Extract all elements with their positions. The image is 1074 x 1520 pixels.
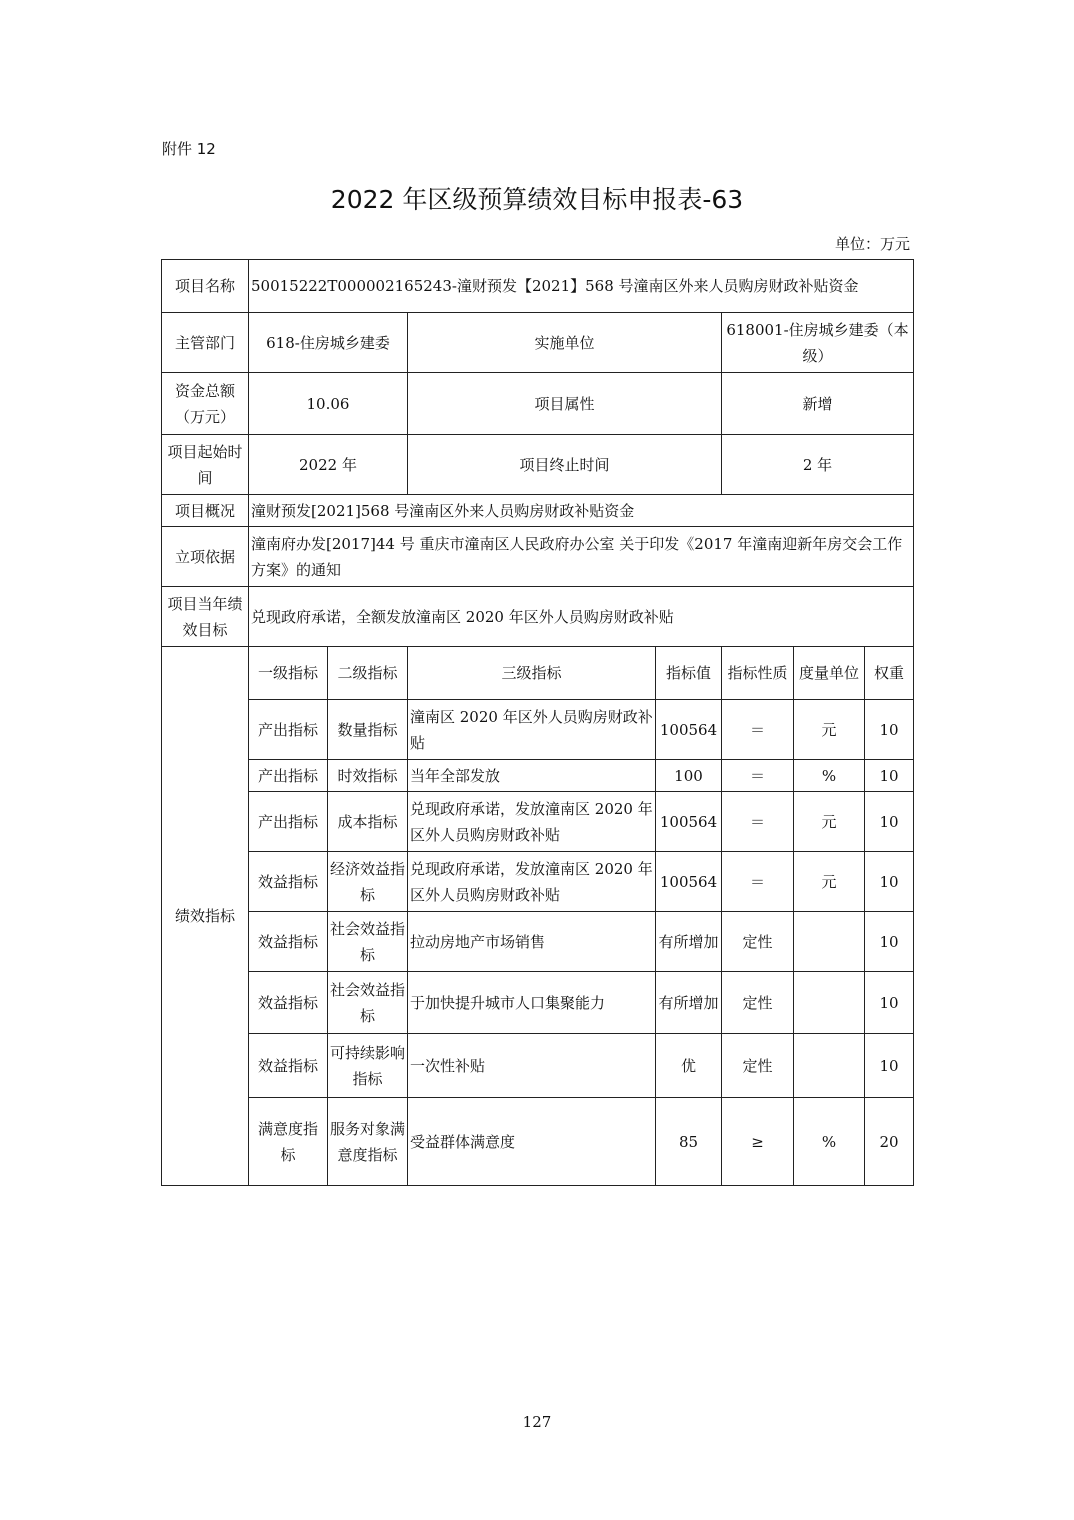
l1-cell: 产出指标 [249,700,328,760]
value-cell: 有所增加 [656,912,722,972]
table-row [162,1034,914,1098]
start-value: 2022 年 [249,435,408,495]
weight-cell: 20 [865,1098,914,1186]
l1-cell: 产出指标 [249,792,328,852]
weight-cell: 10 [865,1034,914,1098]
l2-cell: 社会效益指标 [328,972,408,1034]
value-cell: 100564 [656,700,722,760]
unit-cell [794,972,865,1034]
header-cell: 指标性质 [722,647,794,700]
impl-value: 618001-住房城乡建委（本级） [722,313,914,373]
value-cell: 100564 [656,792,722,852]
l2-cell: 数量指标 [328,700,408,760]
nature-cell: ＝ [722,700,794,760]
weight-cell: 10 [865,912,914,972]
budget-table [161,259,914,1186]
project-name-label: 项目名称 [162,260,249,313]
l3-cell: 拉动房地产市场销售 [408,912,656,972]
basis-label: 立项依据 [162,527,249,587]
value-cell: 100 [656,760,722,792]
end-label: 项目终止时间 [408,435,722,495]
weight-cell: 10 [865,760,914,792]
basis-value: 潼南府办发[2017]44 号 重庆市潼南区人民政府办公室 关于印发《2017 年潼南迎新年房交会工作方案》的通知 [249,527,914,587]
l2-cell: 服务对象满意度指标 [328,1098,408,1186]
l2-cell: 社会效益指标 [328,912,408,972]
nature-cell: 定性 [722,972,794,1034]
perf-label: 绩效指标 [162,647,249,1186]
weight-cell: 10 [865,972,914,1034]
value-cell: 100564 [656,852,722,912]
l3-cell: 兑现政府承诺，发放潼南区 2020 年区外人员购房财政补贴 [408,852,656,912]
value-cell: 85 [656,1098,722,1186]
l1-cell: 效益指标 [249,1034,328,1098]
fund-label: 资金总额（万元） [162,373,249,435]
table-row [162,912,914,972]
table-row [162,792,914,852]
project-name-value: 50015222T000002165243-潼财预发【2021】568 号潼南区外来人员购房财政补贴资金 [249,260,914,313]
nature-cell: ＝ [722,792,794,852]
value-cell: 有所增加 [656,972,722,1034]
table-row [162,852,914,912]
page-title: 2022 年区级预算绩效目标申报表-63 [330,185,744,214]
l1-cell: 效益指标 [249,852,328,912]
unit-cell: 元 [794,852,865,912]
goal-value: 兑现政府承诺，全额发放潼南区 2020 年区外人员购房财政补贴 [249,587,914,647]
header-cell: 度量单位 [794,647,865,700]
end-value: 2 年 [722,435,914,495]
header-cell: 二级指标 [328,647,408,700]
l3-cell: 潼南区 2020 年区外人员购房财政补贴 [408,700,656,760]
nature-cell: 定性 [722,1034,794,1098]
unit-cell [794,1034,865,1098]
table-row [162,972,914,1034]
unit-cell: % [794,1098,865,1186]
weight-cell: 10 [865,792,914,852]
impl-label: 实施单位 [408,313,722,373]
l1-cell: 效益指标 [249,912,328,972]
l2-cell: 成本指标 [328,792,408,852]
nature-cell: 定性 [722,912,794,972]
unit-cell [794,912,865,972]
attr-value: 新增 [722,373,914,435]
table-row [162,1098,914,1186]
l3-cell: 一次性补贴 [408,1034,656,1098]
header-cell: 指标值 [656,647,722,700]
l2-cell: 可持续影响指标 [328,1034,408,1098]
l1-cell: 产出指标 [249,760,328,792]
header-cell: 三级指标 [408,647,656,700]
weight-cell: 10 [865,852,914,912]
dept-label: 主管部门 [162,313,249,373]
unit-cell: 元 [794,700,865,760]
l2-cell: 经济效益指标 [328,852,408,912]
value-cell: 优 [656,1034,722,1098]
fund-value: 10.06 [249,373,408,435]
weight-cell: 10 [865,700,914,760]
l3-cell: 受益群体满意度 [408,1098,656,1186]
nature-cell: ＝ [722,760,794,792]
unit-label: 单位：万元 [834,235,910,253]
page-number: 127 [522,1413,552,1431]
l3-cell: 兑现政府承诺，发放潼南区 2020 年区外人员购房财政补贴 [408,792,656,852]
start-label: 项目起始时间 [162,435,249,495]
l2-cell: 时效指标 [328,760,408,792]
l3-cell: 于加快提升城市人口集聚能力 [408,972,656,1034]
nature-cell: ≥ [722,1098,794,1186]
l1-cell: 效益指标 [249,972,328,1034]
dept-value: 618-住房城乡建委 [249,313,408,373]
header-cell: 权重 [865,647,914,700]
attachment-label: 附件 12 [162,140,216,158]
overview-label: 项目概况 [162,495,249,527]
header-cell: 一级指标 [249,647,328,700]
l1-cell: 满意度指标 [249,1098,328,1186]
unit-cell: 元 [794,792,865,852]
nature-cell: ＝ [722,852,794,912]
unit-cell: % [794,760,865,792]
overview-value: 潼财预发[2021]568 号潼南区外来人员购房财政补贴资金 [249,495,914,527]
attr-label: 项目属性 [408,373,722,435]
l3-cell: 当年全部发放 [408,760,656,792]
table-row [162,760,914,792]
goal-label: 项目当年绩效目标 [162,587,249,647]
table-row [162,700,914,760]
